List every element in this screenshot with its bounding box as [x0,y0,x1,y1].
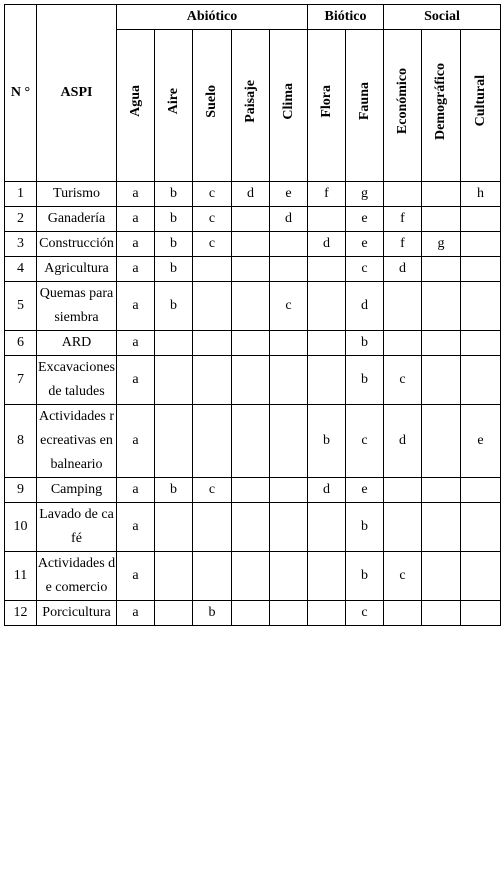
column-header-economico [384,30,422,182]
cell-fauna: g [346,182,384,207]
cell-fauna: e [346,207,384,232]
table-body [5,182,501,626]
cell-agua: a [117,232,155,257]
table-row [5,552,501,601]
column-header-agua [117,30,155,182]
cell-agua: a [117,478,155,503]
aspi-name: ARD [37,331,117,356]
table-row [5,207,501,232]
group-header-biotico: Biótico [308,5,384,30]
header-group-row [5,5,501,30]
aspi-name: Lavado de café [37,503,117,552]
column-header-aire [155,30,193,182]
cell-agua: a [117,182,155,207]
cell-paisaje [232,552,270,601]
cell-economico [384,182,422,207]
cell-demografico [422,552,461,601]
cell-fauna: b [346,552,384,601]
aspi-name: Ganadería [37,207,117,232]
cell-economico: d [384,257,422,282]
cell-fauna: b [346,503,384,552]
cell-demografico [422,356,461,405]
cell-paisaje [232,331,270,356]
cell-demografico [422,503,461,552]
cell-clima: e [270,182,308,207]
row-number: 10 [5,503,37,552]
column-label: Cultural [472,75,488,127]
cell-fauna: b [346,356,384,405]
cell-demografico [422,601,461,626]
cell-paisaje [232,601,270,626]
table-row [5,257,501,282]
cell-agua: a [117,257,155,282]
cell-demografico [422,257,461,282]
cell-economico: f [384,232,422,257]
cell-suelo: c [193,478,232,503]
group-header-abiotico: Abiótico [117,5,308,30]
cell-fauna: d [346,282,384,331]
row-number: 7 [5,356,37,405]
aspi-name: Agricultura [37,257,117,282]
cell-agua: a [117,356,155,405]
table-row [5,405,501,478]
cell-demografico: g [422,232,461,257]
cell-economico: d [384,405,422,478]
table-header [5,5,501,182]
cell-clima: c [270,282,308,331]
cell-fauna: c [346,601,384,626]
cell-aire: b [155,257,193,282]
column-header-clima [270,30,308,182]
column-header-demografico [422,30,461,182]
cell-fauna: c [346,405,384,478]
cell-clima [270,503,308,552]
cell-cultural [461,503,501,552]
cell-flora [308,601,346,626]
table-row [5,478,501,503]
cell-suelo: c [193,232,232,257]
aspi-name: Turismo [37,182,117,207]
cell-flora [308,331,346,356]
cell-flora [308,356,346,405]
column-header-fauna [346,30,384,182]
cell-agua: a [117,552,155,601]
column-label: Fauna [356,81,372,121]
cell-cultural [461,232,501,257]
cell-clima [270,601,308,626]
cell-clima [270,232,308,257]
cell-cultural [461,552,501,601]
cell-suelo [193,282,232,331]
cell-fauna: e [346,478,384,503]
cell-clima [270,356,308,405]
cell-economico [384,478,422,503]
cell-aire [155,552,193,601]
cell-aire [155,356,193,405]
table-row [5,232,501,257]
cell-paisaje [232,503,270,552]
cell-cultural [461,601,501,626]
cell-paisaje [232,207,270,232]
cell-fauna: b [346,331,384,356]
cell-cultural [461,207,501,232]
cell-suelo: b [193,601,232,626]
row-number: 5 [5,282,37,331]
column-label: Clima [280,82,296,120]
cell-flora: b [308,405,346,478]
cell-fauna: c [346,257,384,282]
cell-clima [270,552,308,601]
cell-agua: a [117,405,155,478]
table-row [5,503,501,552]
column-label: Agua [127,85,143,117]
cell-aire: b [155,478,193,503]
cell-economico [384,601,422,626]
cell-paisaje [232,478,270,503]
cell-agua: a [117,207,155,232]
row-number: 1 [5,182,37,207]
cell-clima [270,331,308,356]
cell-clima [270,257,308,282]
aspi-name: Porcicultura [37,601,117,626]
cell-flora [308,503,346,552]
cell-aire [155,331,193,356]
cell-suelo: c [193,207,232,232]
cell-economico [384,331,422,356]
cell-clima [270,478,308,503]
cell-cultural [461,331,501,356]
row-number: 2 [5,207,37,232]
cell-flora [308,207,346,232]
table-row [5,331,501,356]
aspi-name: Actividades de comercio [37,552,117,601]
cell-clima [270,405,308,478]
cell-economico [384,282,422,331]
cell-flora [308,552,346,601]
cell-suelo [193,257,232,282]
cell-demografico [422,182,461,207]
aspi-name: Excavaciones de taludes [37,356,117,405]
cell-paisaje [232,232,270,257]
cell-demografico [422,282,461,331]
cell-demografico [422,478,461,503]
cell-suelo [193,503,232,552]
column-header-flora [308,30,346,182]
cell-clima: d [270,207,308,232]
cell-cultural [461,356,501,405]
cell-paisaje [232,356,270,405]
table-row [5,282,501,331]
row-number: 3 [5,232,37,257]
cell-suelo: c [193,182,232,207]
aspi-name: Camping [37,478,117,503]
row-number: 12 [5,601,37,626]
cell-aire: b [155,282,193,331]
column-header-cultural [461,30,501,182]
table-row [5,182,501,207]
cell-agua: a [117,601,155,626]
cell-aire: b [155,232,193,257]
cell-fauna: e [346,232,384,257]
cell-economico: c [384,552,422,601]
cell-flora [308,257,346,282]
cell-flora [308,282,346,331]
column-label: Suelo [204,84,219,118]
cell-demografico [422,405,461,478]
num-column-header [5,5,37,182]
cell-paisaje [232,405,270,478]
cell-aire: b [155,207,193,232]
column-label: Demográfico [433,62,448,140]
cell-flora: d [308,478,346,503]
cell-aire [155,601,193,626]
row-number: 9 [5,478,37,503]
cell-aire [155,405,193,478]
aspi-name: Quemas para siembra [37,282,117,331]
cell-paisaje [232,282,270,331]
row-number: 8 [5,405,37,478]
column-header-suelo [193,30,232,182]
cell-agua: a [117,331,155,356]
cell-cultural: e [461,405,501,478]
aspi-name: Actividades recreativas en balneario [37,405,117,478]
cell-economico: f [384,207,422,232]
cell-suelo [193,356,232,405]
table-row [5,356,501,405]
cell-flora: d [308,232,346,257]
cell-aire: b [155,182,193,207]
cell-paisaje: d [232,182,270,207]
cell-aire [155,503,193,552]
column-label: Paisaje [242,79,258,123]
cell-cultural [461,282,501,331]
matrix-container [4,4,501,626]
row-number: 6 [5,331,37,356]
row-number: 4 [5,257,37,282]
column-header-paisaje [232,30,270,182]
cell-cultural: h [461,182,501,207]
cell-agua: a [117,503,155,552]
cell-demografico [422,331,461,356]
group-header-social: Social [384,5,501,30]
cell-cultural [461,257,501,282]
impact-matrix-table [4,4,501,626]
cell-suelo [193,405,232,478]
cell-suelo [193,552,232,601]
row-number: 11 [5,552,37,601]
column-label: Flora [318,84,334,118]
num-header-label: N ° [10,85,31,100]
cell-flora: f [308,182,346,207]
column-label: Aire [165,87,181,115]
cell-suelo [193,331,232,356]
cell-agua: a [117,282,155,331]
table-row [5,601,501,626]
cell-paisaje [232,257,270,282]
aspi-column-header: ASPI [37,5,117,182]
cell-economico: c [384,356,422,405]
cell-economico [384,503,422,552]
cell-demografico [422,207,461,232]
aspi-name: Construcción [37,232,117,257]
cell-cultural [461,478,501,503]
column-label: Económico [394,67,410,135]
